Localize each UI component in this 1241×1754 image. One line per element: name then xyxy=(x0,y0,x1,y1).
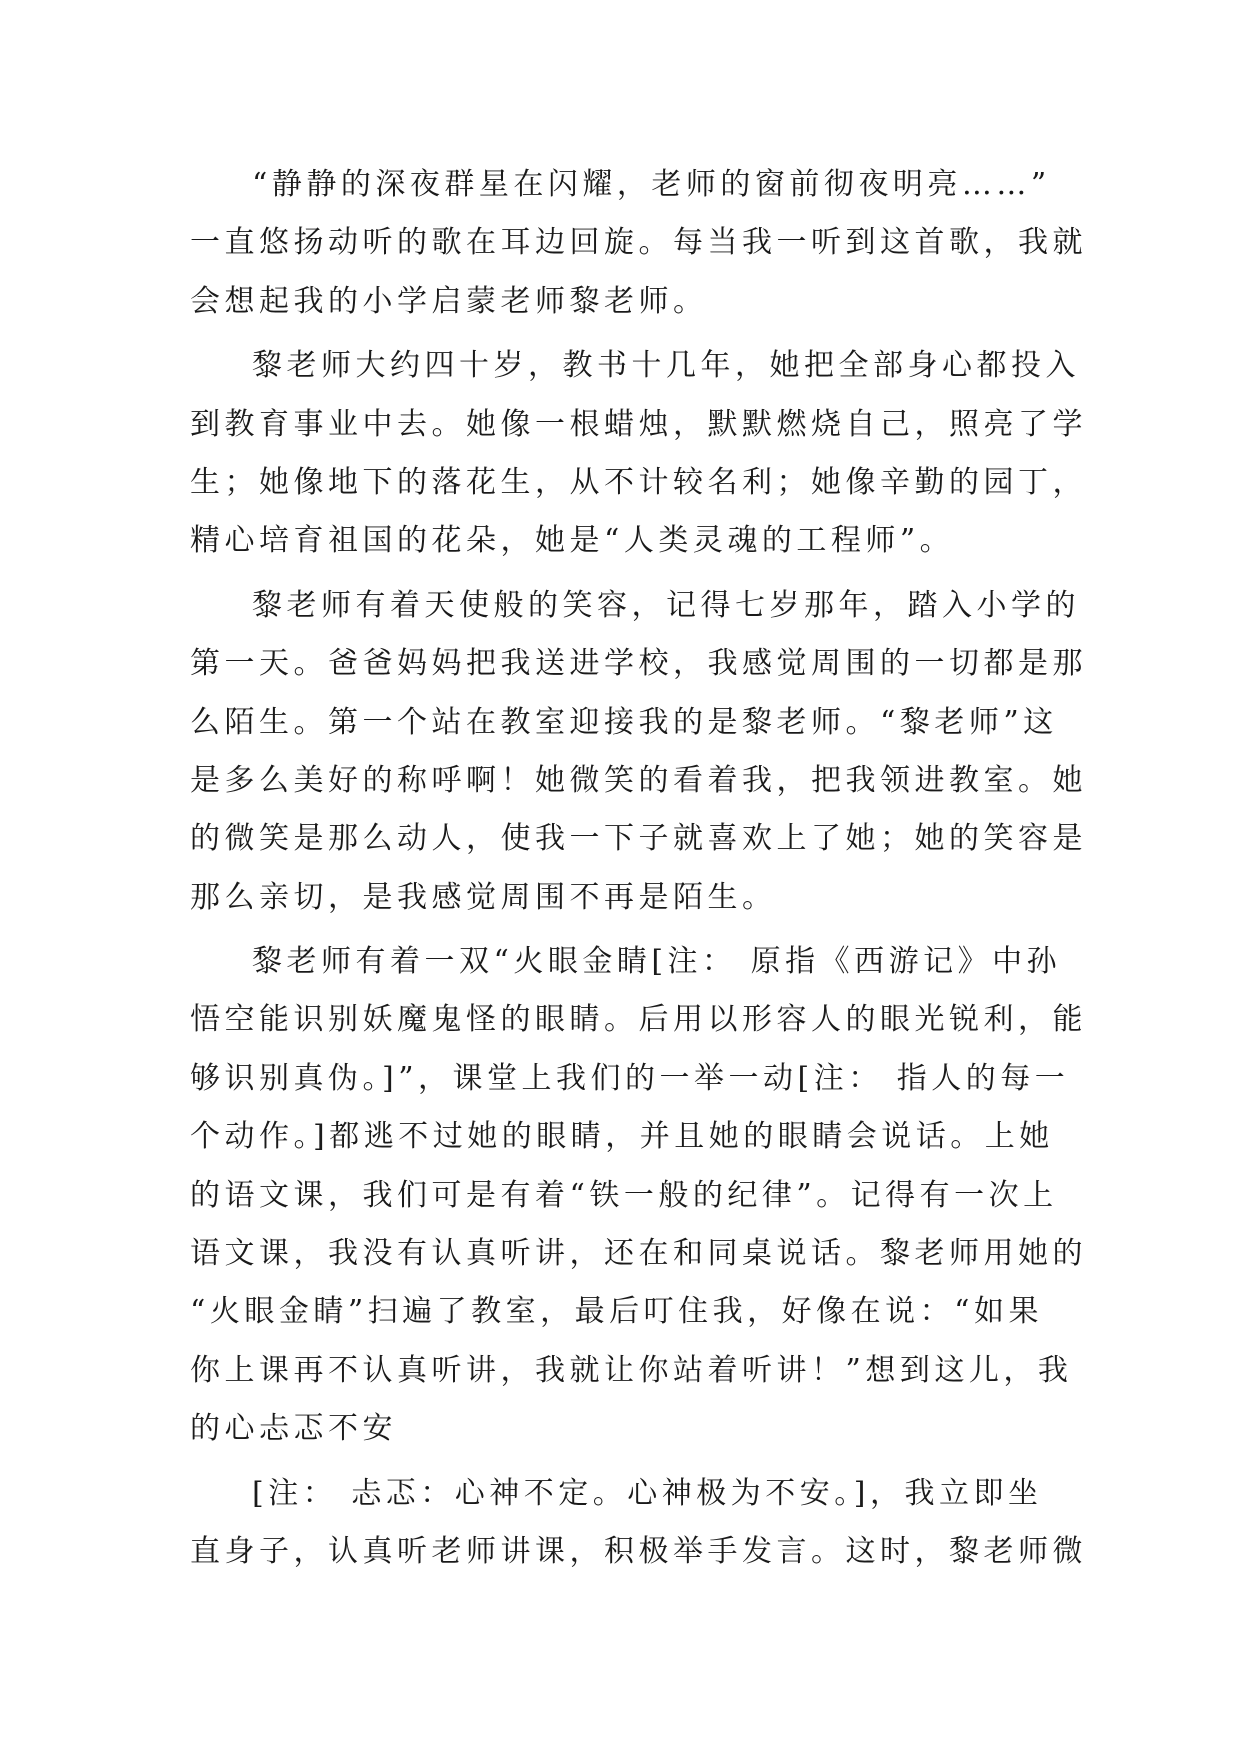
text-line: 第一天。爸爸妈妈把我送进学校，我感觉周围的一切都是那 xyxy=(190,646,1087,682)
text-line: 那么亲切，是我感觉周围不再是陌生。 xyxy=(190,879,777,915)
text-line: 直身子，认真听老师讲课，积极举手发言。这时，黎老师微 xyxy=(190,1533,1087,1569)
text-line: 的语文课，我们可是有着“铁一般的纪律”。记得有一次上 xyxy=(190,1177,1058,1213)
text-line: 个动作。]都逃不过她的眼睛，并且她的眼睛会说话。上她 xyxy=(190,1119,1054,1155)
text-line: 黎老师大约四十岁，教书十几年，她把全部身心都投入 xyxy=(252,348,1080,384)
paragraph-5 xyxy=(190,1465,1087,1582)
text-line: [注： 忐忑：心神不定。心神极为不安。]，我立即坐 xyxy=(252,1475,1043,1511)
text-line: 么陌生。第一个站在教室迎接我的是黎老师。“黎老师”这 xyxy=(190,704,1058,740)
text-line: 黎老师有着天使般的笑容，记得七岁那年，踏入小学的 xyxy=(252,587,1080,623)
text-line: 黎老师有着一双“火眼金睛[注： 原指《西游记》中孙 xyxy=(252,944,1062,980)
paragraph-4 xyxy=(190,933,1087,1459)
paragraph-2 xyxy=(190,337,1087,571)
text-line: 精心培育祖国的花朵，她是“人类灵魂的工程师”。 xyxy=(190,523,955,559)
text-line: 生；她像地下的落花生，从不计较名利；她像辛勤的园丁， xyxy=(190,464,1087,500)
text-line: “火眼金睛”扫遍了教室，最后叮住我，好像在说：“如果 xyxy=(190,1294,1044,1330)
text-line: 是多么美好的称呼啊！她微笑的看着我，把我领进教室。她 xyxy=(190,762,1087,798)
text-line: 到教育事业中去。她像一根蜡烛，默默燃烧自己，照亮了学 xyxy=(190,406,1087,442)
text-line: 够识别真伪。]”，课堂上我们的一举一动[注： 指人的每一 xyxy=(190,1060,1070,1096)
text-line: 悟空能识别妖魔鬼怪的眼睛。后用以形容人的眼光锐利，能 xyxy=(190,1002,1087,1038)
document-page xyxy=(190,156,1087,1581)
paragraph-3 xyxy=(190,577,1087,927)
text-line: 一直悠扬动听的歌在耳边回旋。每当我一听到这首歌，我就 xyxy=(190,225,1087,261)
text-line: 的心忐忑不安 xyxy=(190,1411,397,1447)
text-line: 的微笑是那么动人，使我一下子就喜欢上了她；她的笑容是 xyxy=(190,821,1087,857)
text-line: “静静的深夜群星在闪耀，老师的窗前彻夜明亮……” xyxy=(252,167,1051,202)
text-line: 你上课再不认真听讲，我就让你站着听讲！”想到这儿，我 xyxy=(190,1352,1073,1388)
text-line: 会想起我的小学启蒙老师黎老师。 xyxy=(190,283,708,319)
text-line: 语文课，我没有认真听讲，还在和同桌说话。黎老师用她的 xyxy=(190,1236,1087,1272)
paragraph-1 xyxy=(190,156,1087,331)
